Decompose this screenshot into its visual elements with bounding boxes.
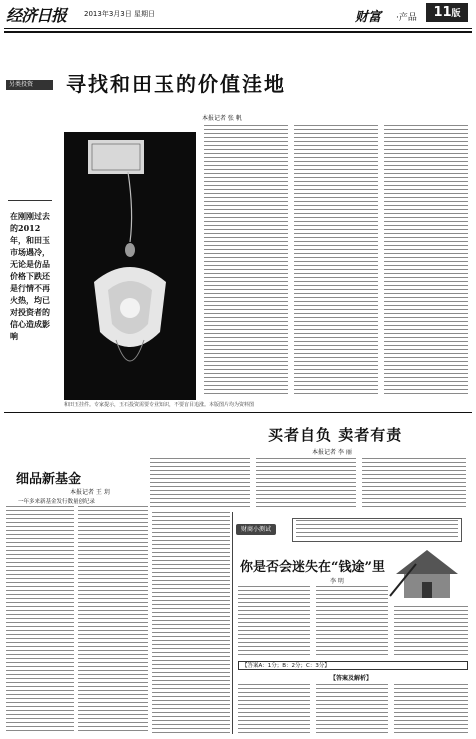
story3-lead: 一年多来新基金发行数量创纪录 [18,499,96,505]
photo-caption: 和田玉挂件。专家提示，玉石投资需要专业知识，不要盲目追涨。本版图片均为资料图 [64,402,255,408]
house-arrow-illustration [386,544,468,602]
story2-headline: 买者自负 卖者有责 [268,426,403,444]
page-suffix: 版 [451,9,461,19]
quiz-intro-text [296,520,458,540]
story3-col3 [152,512,230,734]
section-name: 财富 [355,10,382,25]
answer-col3 [394,684,468,734]
section-rule-1 [4,412,472,413]
newspaper-logo: 经济日报 [6,6,67,25]
answer-col1 [238,684,310,734]
story3-col2 [78,506,148,734]
quiz-byline: 李 明 [330,578,344,585]
story2-col2 [256,458,356,508]
column-label: 另类投资 [6,80,53,90]
answer-scoring-bar: 【答案A：1分；B：2分；C：3分】 [238,661,468,670]
pull-quote: 在刚刚过去的2012年，和田玉市场遇冷，无论是仿品价格下跌还是行情不再火热，均已对投资者的信心造成影响 [10,211,50,341]
pull-quote-rule [8,200,52,201]
quiz-illustration [386,544,468,602]
jade-pendant-illustration [64,132,196,400]
quiz-col3 [394,606,468,658]
story2-col3 [362,458,466,508]
answer-title: 【答案及解析】 [330,675,373,682]
quiz-headline: 你是否会迷失在“钱途”里 [240,560,385,575]
jade-photo [64,132,196,400]
story3-col1 [6,506,74,734]
quiz-intro-box [292,518,462,542]
main-byline: 本报记者 张 帆 [202,115,242,122]
main-headline: 寻找和田玉的价值洼地 [66,72,286,96]
masthead [0,0,476,26]
story3-headline: 细品新基金 [16,472,82,487]
main-story-col1 [204,125,288,395]
dateline: 2013年3月3日 星期日 [84,10,155,18]
quiz-col2 [316,586,388,658]
section-sub: ·产品 [396,13,417,23]
story2-byline: 本报记者 李 丽 [312,449,352,456]
story2-col1 [150,458,250,508]
page-number-box [426,3,468,22]
answer-col2 [316,684,388,734]
main-story-col3 [384,125,468,395]
story3-byline: 本报记者 王 玥 [70,489,110,496]
quiz-col1 [238,586,310,658]
masthead-double-rule [4,31,472,33]
page-number: 11 [433,5,452,20]
quiz-tag: 财商小测试 [236,524,276,535]
main-story-col2 [294,125,378,395]
column-divider [232,512,233,734]
masthead-rule [4,28,472,29]
